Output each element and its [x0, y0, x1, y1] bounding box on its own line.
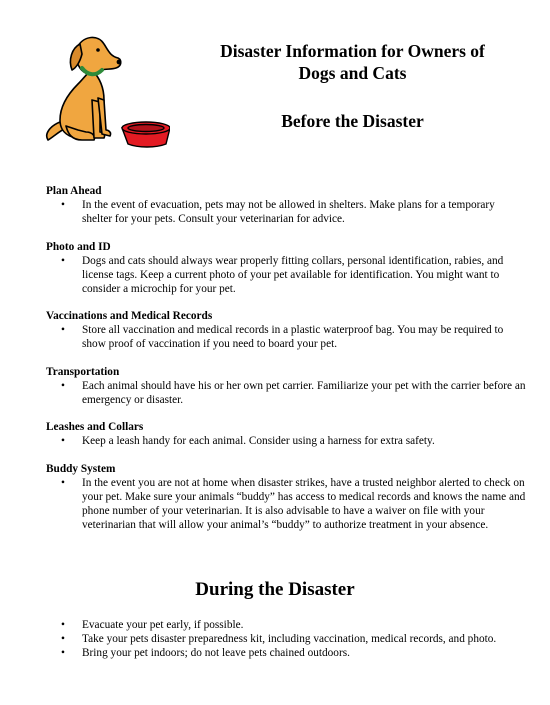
section-heading: Transportation: [46, 365, 120, 378]
bullet-list: [46, 379, 526, 407]
section-heading: Photo and ID: [46, 240, 111, 253]
during-disaster-list: [46, 618, 526, 660]
section-photo-and-id: [46, 240, 526, 296]
list-item: • Dogs and cats should always wear properly fitting collars, personal identification, rabies, and license tags. Keep a current photo of your pet available for identification. You might want to consider a microchip for your pet.: [46, 254, 526, 296]
list-item: • Take your pets disaster preparedness kit, including vaccination, medical records, and photo.: [46, 632, 526, 646]
title-line-1: Disaster Information for Owners of: [220, 41, 485, 61]
list-item: • Bring your pet indoors; do not leave pets chained outdoors.: [46, 646, 526, 660]
list-item: • Evacuate your pet early, if possible.: [46, 618, 526, 632]
list-item: • Each animal should have his or her own pet carrier. Familiarize your pet with the carrier before an emergency or disaster.: [46, 379, 526, 407]
section-heading: Buddy System: [46, 462, 116, 475]
section-buddy-system: [46, 462, 526, 532]
section-leashes-and-collars: [46, 420, 526, 448]
section-vaccinations: [46, 309, 526, 351]
title-line-2: Dogs and Cats: [298, 63, 407, 83]
list-item: • In the event you are not at home when disaster strikes, have a trusted neighbor alerted to check on your pet. Make sure your animals “buddy” has access to medical records and knows the name and phone number of your veterinarian. It is also advisable to have a waiver on file with your veterinarian that will allow your animal’s “buddy” to authorize treatment in your absence.: [46, 476, 526, 532]
bullet-list: [46, 434, 526, 448]
list-item: • Store all vaccination and medical records in a plastic waterproof bag. You may be required to show proof of vaccination if you need to board your pet.: [46, 323, 526, 351]
page-title: [175, 40, 530, 84]
bullet-list: [46, 323, 526, 351]
section-plan-ahead: [46, 184, 526, 226]
before-disaster-sections: [46, 184, 526, 545]
bullet-list: [46, 476, 526, 532]
section-heading: Leashes and Collars: [46, 421, 144, 433]
dog-with-bowl-icon: [38, 22, 170, 150]
section-transportation: [46, 365, 526, 407]
section-heading: Plan Ahead: [46, 185, 102, 197]
dog-icon: [47, 37, 121, 140]
before-disaster-heading: Before the Disaster: [281, 111, 424, 131]
during-disaster-heading: During the Disaster: [195, 579, 355, 600]
section-heading: Vaccinations and Medical Records: [46, 310, 213, 322]
food-bowl-icon: [122, 122, 170, 147]
list-item: • Keep a leash handy for each animal. Consider using a harness for extra safety.: [46, 434, 526, 448]
bullet-list: [46, 254, 526, 296]
bullet-list: [46, 198, 526, 226]
list-item: • In the event of evacuation, pets may not be allowed in shelters. Make plans for a temporary shelter for your pets. Consult your veterinarian for advice.: [46, 198, 526, 226]
